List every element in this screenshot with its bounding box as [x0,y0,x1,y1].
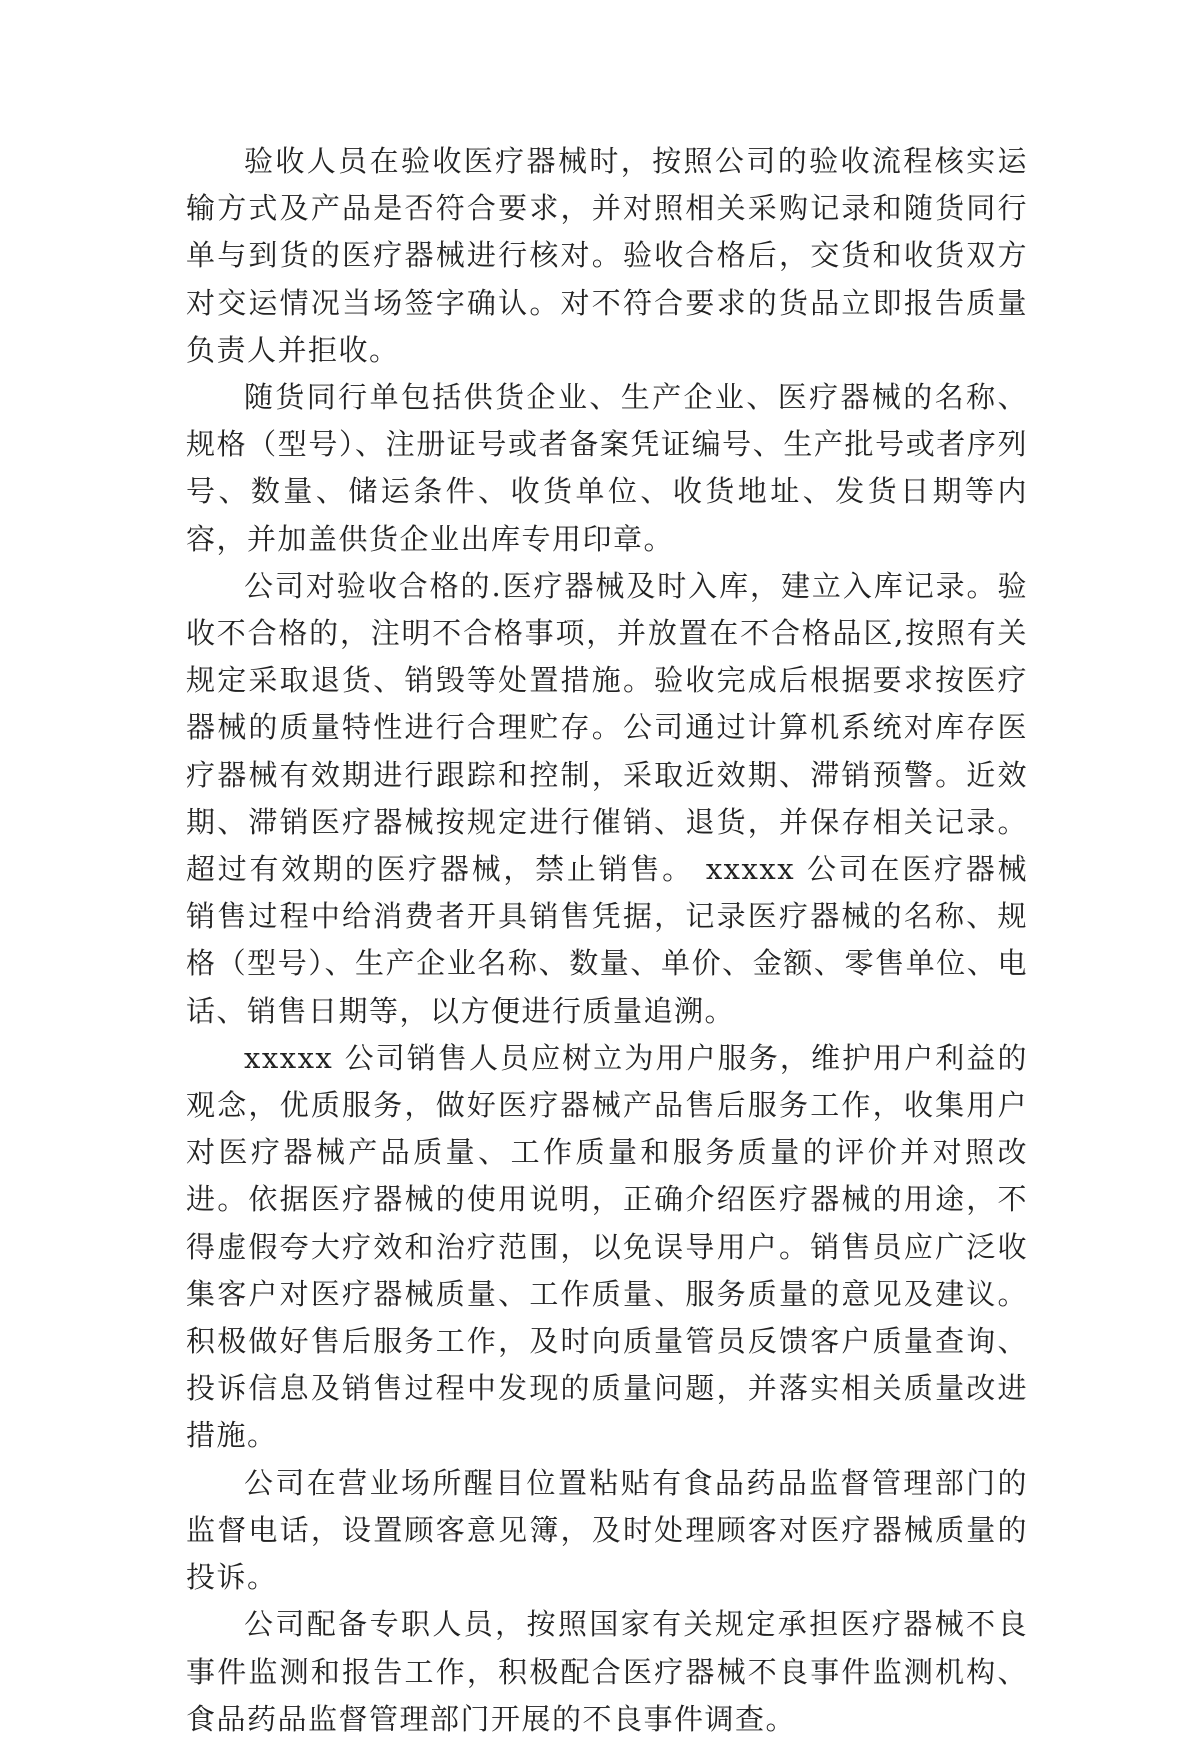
paragraph-after-sales-service: xxxxx 公司销售人员应树立为用户服务，维护用户利益的观念，优质服务，做好医疗器械产品售后服务工作，收集用户对医疗器械产品质量、工作质量和服务质量的评价并对照改进。依据医疗器械的使用说明，正确介绍医疗器械的用途，不得虚假夸大疗效和治疗范围，以免误导用户。销售员应广泛收集客户对医疗器械质量、工作质量、服务质量的意见及建议。积极做好售后服务工作，及时向质量管员反馈客户质量查询、投诉信息及销售过程中发现的质量问题，并落实相关质量改进措施。 [186,1040,1028,1453]
paragraph-acceptance-inspection: 验收人员在验收医疗器械时，按照公司的验收流程核实运输方式及产品是否符合要求，并对照相关采购记录和随货同行单与到货的医疗器械进行核对。验收合格后，交货和收货双方对交运情况当场签字确认。对不符合要求的货品立即报告质量负责人并拒收。 [186,144,1028,367]
document-body [186,138,1028,1743]
paragraph-storage-and-sales-records: 公司对验收合格的.医疗器械及时入库，建立入库记录。验收不合格的，注明不合格事项，并放置在不合格品区,按照有关规定采取退货、销毁等处置措施。验收完成后根据要求按医疗器械的质量特性进行合理贮存。公司通过计算机系统对库存医疗器械有效期进行跟踪和控制，采取近效期、滞销预警。近效期、滞销医疗器械按规定进行催销、退货，并保存相关记录。超过有效期的医疗器械，禁止销售。 xxxxx 公司在医疗器械销售过程中给消费者开具销售凭据，记录医疗器械的名称、规格（型号）、生产企业名称、数量、单价、金额、零售单位、电话、销售日期等，以方便进行质量追溯。 [186,568,1028,1028]
paragraph-delivery-note: 随货同行单包括供货企业、生产企业、医疗器械的名称、规格（型号）、注册证号或者备案凭证编号、生产批号或者序列号、数量、储运条件、收货单位、收货地址、发货日期等内容，并加盖供货企业出库专用印章。 [186,380,1028,556]
paragraph-adverse-event-monitoring: 公司配备专职人员，按照国家有关规定承担医疗器械不良事件监测和报告工作，积极配合医疗器械不良事件监测机构、食品药品监督管理部门开展的不良事件调查。 [186,1607,1028,1736]
paragraph-complaint-handling: 公司在营业场所醒目位置粘贴有食品药品监督管理部门的监督电话，设置顾客意见簿，及时处理顾客对医疗器械质量的投诉。 [186,1465,1028,1595]
